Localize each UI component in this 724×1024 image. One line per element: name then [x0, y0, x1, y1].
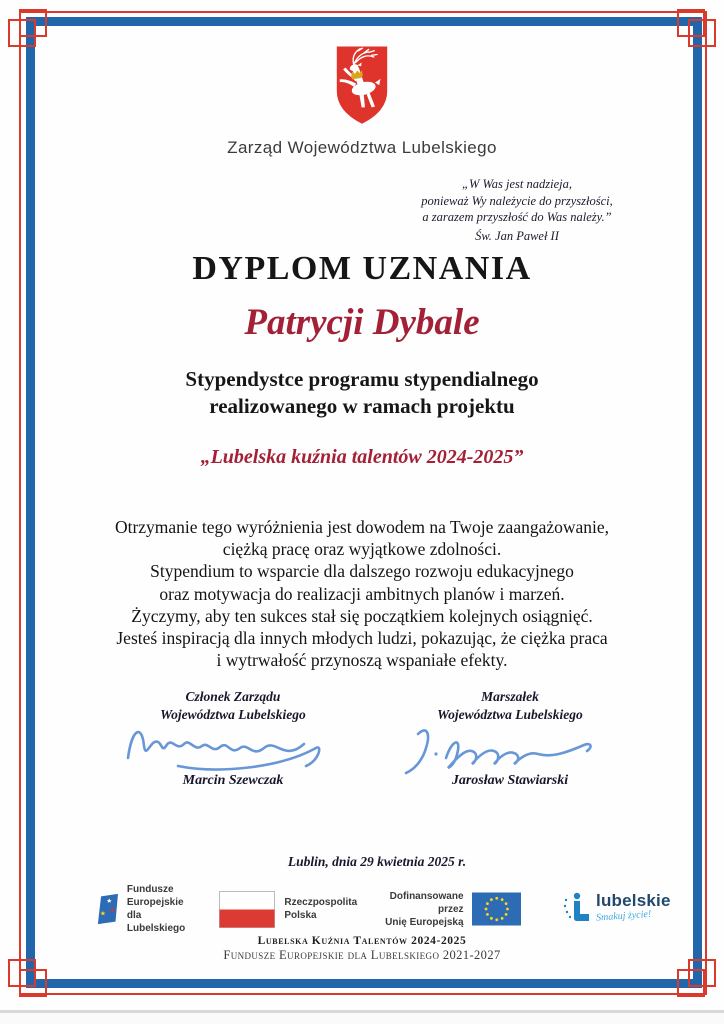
quote-line: a zarazem przyszłość do Was należy.” — [422, 210, 612, 224]
eu-funds-logo-line: Fundusze Europejskie — [126, 884, 184, 908]
place-and-date: Lublin, dnia 29 kwietnia 2025 r. — [287, 854, 467, 869]
scan-background — [0, 1013, 724, 1024]
corner-ornament — [8, 19, 36, 47]
quote-line: „W Was jest nadzieja, — [462, 177, 572, 191]
subtitle-line: Stypendystce programu stypendialnego — [185, 367, 539, 391]
signature-block-left — [108, 688, 358, 789]
signature-block-right — [385, 688, 635, 789]
diploma-title: DYPLOM UZNANIA — [192, 250, 532, 287]
body-line: Jesteś inspiracją dla innych młodych ludzi, pokazując, że ciężka praca — [116, 628, 608, 649]
diploma-body — [40, 516, 684, 672]
diploma-subtitle — [0, 366, 724, 420]
lubelskie-logo-text — [595, 891, 671, 924]
body-line: Otrzymanie tego wyróżnienia jest dowodem na Twoje zaangażowanie, — [114, 517, 610, 537]
poland-logo-line: Polska — [284, 910, 317, 921]
eu-funds-logo-text — [127, 883, 197, 935]
subtitle-line: realizowanego w ramach projektu — [209, 393, 515, 418]
corner-ornament — [688, 959, 716, 987]
lubelskie-logo-tagline: Smakuj życie! — [595, 908, 652, 924]
eu-funds-logo-line: dla Lubelskiego — [126, 910, 186, 934]
quote-author: Św. Jan Paweł II — [475, 228, 559, 243]
eu-flag-icon — [472, 889, 522, 929]
signer-name: Marcin Szewczak — [182, 772, 284, 788]
quote-block — [362, 176, 672, 244]
signer-role-line: Województwa Lubelskiego — [160, 706, 306, 722]
body-line: ciężką pracę oraz wyjątkowe zdolności. — [222, 539, 502, 560]
eu-funds-flag-icon — [96, 886, 120, 932]
footer-logos-row — [96, 882, 671, 936]
poland-logo-text — [284, 896, 357, 922]
poland-logo — [219, 891, 357, 928]
eu-cofunded-logo — [379, 889, 521, 929]
signer-role-line: Marszałek — [481, 689, 539, 704]
corner-ornament — [688, 19, 716, 47]
project-title: „Lubelska kuźnia talentów 2024-2025” — [200, 446, 524, 468]
lubelskie-brand-icon — [563, 892, 591, 926]
poland-flag-icon — [219, 891, 275, 928]
quote-line: ponieważ Wy należycie do przyszłości, — [421, 193, 613, 208]
eu-funds-logo — [96, 883, 197, 935]
recipient-name: Patrycji Dybale — [244, 302, 480, 343]
eu-cofunded-logo-line: Unię Europejską — [385, 916, 464, 928]
signer-name: Jarosław Stawiarski — [451, 772, 569, 788]
body-line: Życzymy, aby ten sukces stał się początkiem kolejnych osiągnięć. — [131, 605, 593, 626]
eu-cofunded-logo-text — [379, 890, 463, 929]
program-caption: Lubelska Kuźnia Talentów 2024-2025 — [257, 935, 467, 947]
corner-ornament — [8, 959, 36, 987]
signer-role — [108, 688, 358, 724]
lubelskie-logo-name: lubelskie — [596, 891, 671, 910]
issuer-name: Zarząd Województwa Lubelskiego — [227, 138, 497, 157]
signer-role — [385, 688, 635, 724]
body-line: i wytrwałość przynoszą wspaniałe efekty. — [216, 650, 508, 671]
inner-blue-frame — [26, 17, 702, 988]
funds-caption: Fundusze Europejskie dla Lubelskiego 2021-2027 — [223, 948, 501, 962]
body-line: Stypendium to wsparcie dla dalszego rozwoju edukacyjnego — [150, 561, 574, 582]
lubelskie-logo — [563, 892, 671, 926]
body-line: oraz motywacja do realizacji ambitnych planów i marzeń. — [159, 583, 565, 604]
signer-role-line: Województwa Lubelskiego — [437, 706, 583, 722]
signer-role-line: Członek Zarządu — [185, 689, 281, 704]
poland-logo-line: Rzeczpospolita — [284, 897, 358, 908]
lubelskie-coat-of-arms-icon — [332, 44, 392, 128]
eu-cofunded-logo-line: Dofinansowane przez — [389, 890, 464, 915]
